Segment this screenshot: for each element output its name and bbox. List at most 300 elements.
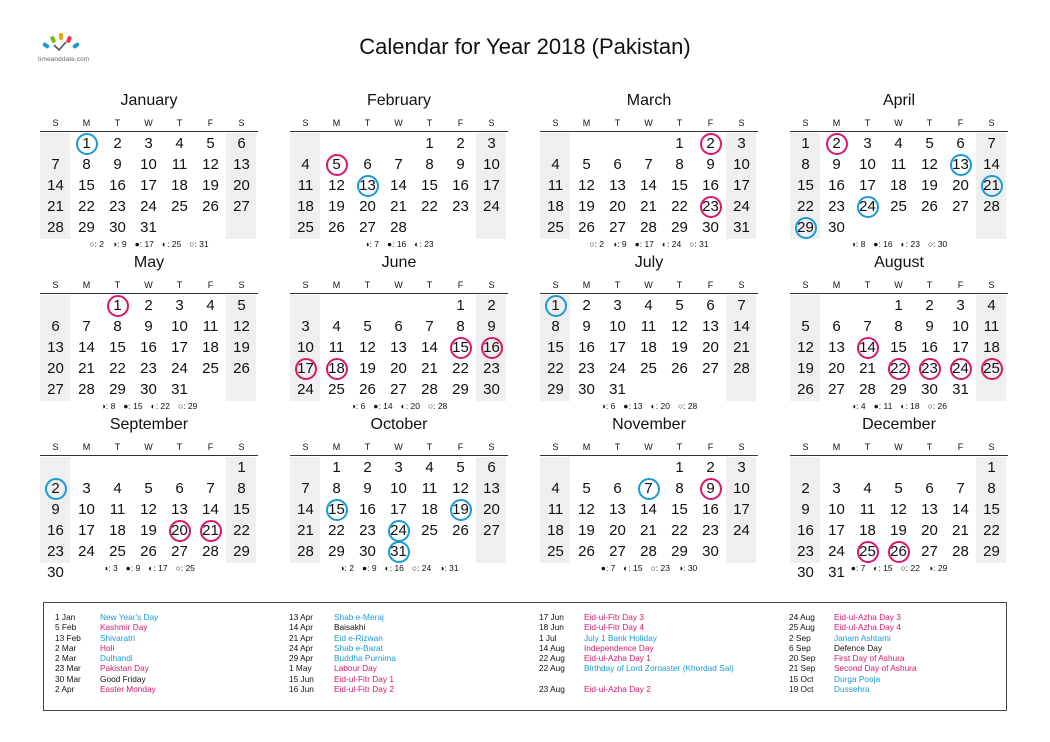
day-cell[interactable]: 23 xyxy=(828,198,845,215)
day-cell[interactable]: 8 xyxy=(237,480,246,497)
day-cell[interactable]: 5 xyxy=(582,480,591,497)
day-cell[interactable]: 31 xyxy=(390,543,407,560)
day-cell[interactable]: 23 xyxy=(483,360,500,377)
day-cell[interactable]: 1 xyxy=(551,297,560,314)
day-cell[interactable]: 23 xyxy=(797,543,814,560)
day-cell[interactable]: 17 xyxy=(828,522,845,539)
day-cell[interactable]: 11 xyxy=(297,177,314,194)
day-cell[interactable]: 25 xyxy=(202,360,219,377)
day-cell[interactable]: 19 xyxy=(202,177,219,194)
day-cell[interactable]: 6 xyxy=(613,156,622,173)
day-cell[interactable]: 29 xyxy=(78,219,95,236)
day-cell[interactable]: 24 xyxy=(859,198,876,215)
day-cell[interactable]: 3 xyxy=(737,459,746,476)
day-cell[interactable]: 23 xyxy=(109,198,126,215)
day-cell[interactable]: 3 xyxy=(144,135,153,152)
day-cell[interactable]: 2 xyxy=(706,135,715,152)
day-cell[interactable]: 22 xyxy=(890,360,907,377)
holiday-name[interactable]: Baisakhi xyxy=(334,622,366,633)
day-cell[interactable]: 19 xyxy=(452,501,469,518)
day-cell[interactable]: 23 xyxy=(359,522,376,539)
day-cell[interactable]: 17 xyxy=(733,501,750,518)
day-cell[interactable]: 16 xyxy=(702,177,719,194)
day-cell[interactable]: 17 xyxy=(297,360,314,377)
day-cell[interactable]: 7 xyxy=(394,156,403,173)
day-cell[interactable]: 20 xyxy=(171,522,188,539)
day-cell[interactable]: 17 xyxy=(78,522,95,539)
day-cell[interactable]: 27 xyxy=(952,198,969,215)
day-cell[interactable]: 7 xyxy=(644,480,653,497)
day-cell[interactable]: 1 xyxy=(801,135,810,152)
day-cell[interactable]: 20 xyxy=(952,177,969,194)
holiday-name[interactable]: Defence Day xyxy=(834,642,882,653)
day-cell[interactable]: 9 xyxy=(51,501,60,518)
day-cell[interactable]: 13 xyxy=(483,480,500,497)
day-cell[interactable]: 10 xyxy=(952,318,969,335)
day-cell[interactable]: 21 xyxy=(47,198,64,215)
day-cell[interactable]: 16 xyxy=(140,339,157,356)
day-cell[interactable]: 27 xyxy=(390,381,407,398)
day-cell[interactable]: 8 xyxy=(894,318,903,335)
day-cell[interactable]: 26 xyxy=(797,381,814,398)
day-cell[interactable]: 8 xyxy=(332,480,341,497)
day-cell[interactable]: 26 xyxy=(890,543,907,560)
day-cell[interactable]: 21 xyxy=(297,522,314,539)
day-cell[interactable]: 17 xyxy=(483,177,500,194)
day-cell[interactable]: 5 xyxy=(332,156,341,173)
day-cell[interactable]: 16 xyxy=(578,339,595,356)
day-cell[interactable]: 22 xyxy=(452,360,469,377)
day-cell[interactable]: 15 xyxy=(233,501,250,518)
holiday-name[interactable]: Eid-ul-Azha Day 2 xyxy=(584,684,651,695)
holiday-name[interactable]: Good Friday xyxy=(100,673,146,684)
day-cell[interactable]: 28 xyxy=(952,543,969,560)
day-cell[interactable]: 12 xyxy=(671,318,688,335)
day-cell[interactable]: 5 xyxy=(925,135,934,152)
holiday-name[interactable]: Eid-ul-Azha Day 1 xyxy=(584,653,651,664)
day-cell[interactable]: 11 xyxy=(547,501,564,518)
day-cell[interactable]: 31 xyxy=(952,381,969,398)
day-cell[interactable]: 15 xyxy=(109,339,126,356)
day-cell[interactable]: 15 xyxy=(983,501,1000,518)
day-cell[interactable]: 8 xyxy=(82,156,91,173)
day-cell[interactable]: 14 xyxy=(733,318,750,335)
day-cell[interactable]: 20 xyxy=(702,339,719,356)
day-cell[interactable]: 15 xyxy=(890,339,907,356)
day-cell[interactable]: 9 xyxy=(113,156,122,173)
day-cell[interactable]: 15 xyxy=(547,339,564,356)
holiday-name[interactable]: Pakistan Day xyxy=(100,663,149,674)
day-cell[interactable]: 29 xyxy=(890,381,907,398)
day-cell[interactable]: 30 xyxy=(702,219,719,236)
day-cell[interactable]: 27 xyxy=(483,522,500,539)
holiday-name[interactable]: Shab e-Meraj xyxy=(334,612,384,622)
day-cell[interactable]: 16 xyxy=(797,522,814,539)
holiday-name[interactable]: Kashmir Day xyxy=(100,622,148,633)
day-cell[interactable]: 24 xyxy=(609,360,626,377)
day-cell[interactable]: 16 xyxy=(109,177,126,194)
day-cell[interactable]: 25 xyxy=(328,381,345,398)
day-cell[interactable]: 30 xyxy=(47,564,64,581)
day-cell[interactable]: 16 xyxy=(702,501,719,518)
day-cell[interactable]: 7 xyxy=(206,480,215,497)
day-cell[interactable]: 11 xyxy=(859,501,876,518)
day-cell[interactable]: 21 xyxy=(983,177,1000,194)
day-cell[interactable]: 13 xyxy=(609,501,626,518)
day-cell[interactable]: 13 xyxy=(609,177,626,194)
day-cell[interactable]: 11 xyxy=(328,339,345,356)
day-cell[interactable]: 23 xyxy=(702,198,719,215)
day-cell[interactable]: 5 xyxy=(894,480,903,497)
day-cell[interactable]: 5 xyxy=(801,318,810,335)
day-cell[interactable]: 28 xyxy=(640,219,657,236)
day-cell[interactable]: 20 xyxy=(233,177,250,194)
day-cell[interactable]: 28 xyxy=(202,543,219,560)
day-cell[interactable]: 24 xyxy=(390,522,407,539)
day-cell[interactable]: 31 xyxy=(171,381,188,398)
day-cell[interactable]: 13 xyxy=(47,339,64,356)
day-cell[interactable]: 27 xyxy=(609,543,626,560)
day-cell[interactable]: 6 xyxy=(956,135,965,152)
day-cell[interactable]: 9 xyxy=(925,318,934,335)
day-cell[interactable]: 22 xyxy=(233,522,250,539)
day-cell[interactable]: 26 xyxy=(578,543,595,560)
day-cell[interactable]: 23 xyxy=(47,543,64,560)
day-cell[interactable]: 3 xyxy=(832,480,841,497)
day-cell[interactable]: 28 xyxy=(78,381,95,398)
day-cell[interactable]: 12 xyxy=(578,501,595,518)
day-cell[interactable]: 22 xyxy=(983,522,1000,539)
day-cell[interactable]: 15 xyxy=(452,339,469,356)
day-cell[interactable]: 27 xyxy=(47,381,64,398)
day-cell[interactable]: 27 xyxy=(171,543,188,560)
day-cell[interactable]: 29 xyxy=(109,381,126,398)
day-cell[interactable]: 16 xyxy=(452,177,469,194)
day-cell[interactable]: 5 xyxy=(144,480,153,497)
day-cell[interactable]: 8 xyxy=(987,480,996,497)
day-cell[interactable]: 15 xyxy=(671,501,688,518)
day-cell[interactable]: 21 xyxy=(202,522,219,539)
holiday-name[interactable]: Dussehra xyxy=(834,684,870,695)
day-cell[interactable]: 24 xyxy=(952,360,969,377)
day-cell[interactable]: 5 xyxy=(675,297,684,314)
day-cell[interactable]: 29 xyxy=(328,543,345,560)
day-cell[interactable]: 9 xyxy=(363,480,372,497)
holiday-name[interactable]: Eid-ul-Fitr Day 2 xyxy=(334,684,394,695)
day-cell[interactable]: 9 xyxy=(144,318,153,335)
day-cell[interactable]: 27 xyxy=(921,543,938,560)
day-cell[interactable]: 25 xyxy=(640,360,657,377)
day-cell[interactable]: 13 xyxy=(171,501,188,518)
day-cell[interactable]: 25 xyxy=(547,219,564,236)
day-cell[interactable]: 25 xyxy=(983,360,1000,377)
day-cell[interactable]: 1 xyxy=(675,135,684,152)
day-cell[interactable]: 22 xyxy=(78,198,95,215)
day-cell[interactable]: 10 xyxy=(859,156,876,173)
day-cell[interactable]: 27 xyxy=(609,219,626,236)
day-cell[interactable]: 24 xyxy=(483,198,500,215)
day-cell[interactable]: 16 xyxy=(359,501,376,518)
day-cell[interactable]: 30 xyxy=(828,219,845,236)
day-cell[interactable]: 10 xyxy=(609,318,626,335)
day-cell[interactable]: 11 xyxy=(983,318,1000,335)
day-cell[interactable]: 24 xyxy=(828,543,845,560)
day-cell[interactable]: 12 xyxy=(921,156,938,173)
day-cell[interactable]: 4 xyxy=(113,480,122,497)
day-cell[interactable]: 29 xyxy=(983,543,1000,560)
holiday-name[interactable]: Dulhandi xyxy=(100,653,133,664)
day-cell[interactable]: 3 xyxy=(863,135,872,152)
day-cell[interactable]: 25 xyxy=(297,219,314,236)
day-cell[interactable]: 28 xyxy=(983,198,1000,215)
day-cell[interactable]: 22 xyxy=(671,522,688,539)
day-cell[interactable]: 18 xyxy=(859,522,876,539)
day-cell[interactable]: 29 xyxy=(547,381,564,398)
day-cell[interactable]: 19 xyxy=(890,522,907,539)
day-cell[interactable]: 25 xyxy=(890,198,907,215)
day-cell[interactable]: 1 xyxy=(456,297,465,314)
holiday-name[interactable]: July 1 Bank Holiday xyxy=(584,632,657,643)
day-cell[interactable]: 25 xyxy=(859,543,876,560)
day-cell[interactable]: 30 xyxy=(797,564,814,581)
day-cell[interactable]: 1 xyxy=(425,135,434,152)
day-cell[interactable]: 7 xyxy=(425,318,434,335)
day-cell[interactable]: 23 xyxy=(140,360,157,377)
day-cell[interactable]: 3 xyxy=(175,297,184,314)
holiday-name[interactable]: Eid-ul-Fitr Day 1 xyxy=(334,673,394,684)
day-cell[interactable]: 6 xyxy=(487,459,496,476)
day-cell[interactable]: 23 xyxy=(702,522,719,539)
day-cell[interactable]: 26 xyxy=(328,219,345,236)
day-cell[interactable]: 21 xyxy=(390,198,407,215)
day-cell[interactable]: 14 xyxy=(78,339,95,356)
day-cell[interactable]: 30 xyxy=(702,543,719,560)
day-cell[interactable]: 2 xyxy=(801,480,810,497)
day-cell[interactable]: 6 xyxy=(706,297,715,314)
day-cell[interactable]: 8 xyxy=(675,480,684,497)
day-cell[interactable]: 13 xyxy=(921,501,938,518)
day-cell[interactable]: 16 xyxy=(921,339,938,356)
holiday-name[interactable]: Janam Ashtami xyxy=(834,632,891,643)
day-cell[interactable]: 17 xyxy=(171,339,188,356)
day-cell[interactable]: 13 xyxy=(702,318,719,335)
holiday-name[interactable]: Holi xyxy=(100,642,115,653)
day-cell[interactable]: 2 xyxy=(832,135,841,152)
day-cell[interactable]: 17 xyxy=(859,177,876,194)
day-cell[interactable]: 24 xyxy=(140,198,157,215)
day-cell[interactable]: 2 xyxy=(113,135,122,152)
day-cell[interactable]: 21 xyxy=(733,339,750,356)
day-cell[interactable]: 1 xyxy=(894,297,903,314)
day-cell[interactable]: 19 xyxy=(578,198,595,215)
day-cell[interactable]: 3 xyxy=(301,318,310,335)
day-cell[interactable]: 16 xyxy=(47,522,64,539)
day-cell[interactable]: 30 xyxy=(109,219,126,236)
day-cell[interactable]: 19 xyxy=(921,177,938,194)
day-cell[interactable]: 1 xyxy=(332,459,341,476)
day-cell[interactable]: 10 xyxy=(297,339,314,356)
day-cell[interactable]: 7 xyxy=(737,297,746,314)
day-cell[interactable]: 2 xyxy=(582,297,591,314)
holiday-name[interactable]: Labour Day xyxy=(334,663,377,674)
day-cell[interactable]: 12 xyxy=(233,318,250,335)
day-cell[interactable]: 14 xyxy=(952,501,969,518)
day-cell[interactable]: 4 xyxy=(894,135,903,152)
day-cell[interactable]: 26 xyxy=(921,198,938,215)
day-cell[interactable]: 1 xyxy=(675,459,684,476)
day-cell[interactable]: 17 xyxy=(140,177,157,194)
holiday-name[interactable]: Second Day of Ashura xyxy=(834,663,917,674)
day-cell[interactable]: 30 xyxy=(483,381,500,398)
day-cell[interactable]: 4 xyxy=(987,297,996,314)
day-cell[interactable]: 18 xyxy=(297,198,314,215)
day-cell[interactable]: 20 xyxy=(828,360,845,377)
day-cell[interactable]: 5 xyxy=(582,156,591,173)
day-cell[interactable]: 19 xyxy=(233,339,250,356)
day-cell[interactable]: 5 xyxy=(206,135,215,152)
day-cell[interactable]: 24 xyxy=(733,198,750,215)
day-cell[interactable]: 21 xyxy=(859,360,876,377)
day-cell[interactable]: 11 xyxy=(547,177,564,194)
day-cell[interactable]: 21 xyxy=(640,522,657,539)
day-cell[interactable]: 20 xyxy=(47,360,64,377)
day-cell[interactable]: 30 xyxy=(578,381,595,398)
day-cell[interactable]: 7 xyxy=(82,318,91,335)
day-cell[interactable]: 1 xyxy=(237,459,246,476)
day-cell[interactable]: 10 xyxy=(733,480,750,497)
day-cell[interactable]: 19 xyxy=(797,360,814,377)
day-cell[interactable]: 24 xyxy=(733,522,750,539)
day-cell[interactable]: 20 xyxy=(359,198,376,215)
day-cell[interactable]: 3 xyxy=(394,459,403,476)
day-cell[interactable]: 6 xyxy=(832,318,841,335)
day-cell[interactable]: 11 xyxy=(421,480,438,497)
day-cell[interactable]: 26 xyxy=(452,522,469,539)
day-cell[interactable]: 15 xyxy=(78,177,95,194)
day-cell[interactable]: 29 xyxy=(452,381,469,398)
day-cell[interactable]: 25 xyxy=(547,543,564,560)
day-cell[interactable]: 8 xyxy=(551,318,560,335)
day-cell[interactable]: 5 xyxy=(237,297,246,314)
day-cell[interactable]: 14 xyxy=(202,501,219,518)
holiday-name[interactable]: Eid-ul-Azha Day 4 xyxy=(834,622,901,633)
day-cell[interactable]: 19 xyxy=(578,522,595,539)
day-cell[interactable]: 7 xyxy=(51,156,60,173)
day-cell[interactable]: 14 xyxy=(390,177,407,194)
day-cell[interactable]: 10 xyxy=(171,318,188,335)
day-cell[interactable]: 20 xyxy=(483,501,500,518)
day-cell[interactable]: 2 xyxy=(925,297,934,314)
day-cell[interactable]: 22 xyxy=(797,198,814,215)
holiday-name[interactable]: Buddha Purnima xyxy=(334,653,396,664)
day-cell[interactable]: 4 xyxy=(644,297,653,314)
day-cell[interactable]: 29 xyxy=(233,543,250,560)
day-cell[interactable]: 12 xyxy=(328,177,345,194)
day-cell[interactable]: 14 xyxy=(640,177,657,194)
holiday-name[interactable]: New Year's Day xyxy=(100,612,159,622)
day-cell[interactable]: 2 xyxy=(487,297,496,314)
day-cell[interactable]: 10 xyxy=(733,156,750,173)
day-cell[interactable]: 15 xyxy=(421,177,438,194)
day-cell[interactable]: 13 xyxy=(952,156,969,173)
day-cell[interactable]: 18 xyxy=(421,501,438,518)
day-cell[interactable]: 28 xyxy=(733,360,750,377)
day-cell[interactable]: 26 xyxy=(202,198,219,215)
day-cell[interactable]: 3 xyxy=(737,135,746,152)
day-cell[interactable]: 1 xyxy=(987,459,996,476)
day-cell[interactable]: 4 xyxy=(425,459,434,476)
day-cell[interactable]: 23 xyxy=(452,198,469,215)
day-cell[interactable]: 4 xyxy=(863,480,872,497)
holiday-name[interactable]: First Day of Ashura xyxy=(834,653,905,664)
holiday-name[interactable]: Eid-ul-Fitr Day 4 xyxy=(584,622,644,633)
day-cell[interactable]: 6 xyxy=(175,480,184,497)
day-cell[interactable]: 31 xyxy=(733,219,750,236)
day-cell[interactable]: 6 xyxy=(613,480,622,497)
day-cell[interactable]: 23 xyxy=(921,360,938,377)
day-cell[interactable]: 27 xyxy=(702,360,719,377)
day-cell[interactable]: 21 xyxy=(640,198,657,215)
day-cell[interactable]: 10 xyxy=(140,156,157,173)
day-cell[interactable]: 26 xyxy=(359,381,376,398)
day-cell[interactable]: 18 xyxy=(983,339,1000,356)
day-cell[interactable]: 24 xyxy=(78,543,95,560)
day-cell[interactable]: 19 xyxy=(359,360,376,377)
day-cell[interactable]: 9 xyxy=(706,156,715,173)
day-cell[interactable]: 22 xyxy=(421,198,438,215)
day-cell[interactable]: 25 xyxy=(421,522,438,539)
day-cell[interactable]: 9 xyxy=(456,156,465,173)
day-cell[interactable]: 26 xyxy=(233,360,250,377)
day-cell[interactable]: 14 xyxy=(983,156,1000,173)
day-cell[interactable]: 15 xyxy=(797,177,814,194)
day-cell[interactable]: 29 xyxy=(797,219,814,236)
day-cell[interactable]: 15 xyxy=(328,501,345,518)
holiday-name[interactable]: Eid-ul-Fitr Day 3 xyxy=(584,612,644,622)
day-cell[interactable]: 2 xyxy=(144,297,153,314)
day-cell[interactable]: 4 xyxy=(332,318,341,335)
day-cell[interactable]: 24 xyxy=(297,381,314,398)
day-cell[interactable]: 18 xyxy=(547,198,564,215)
day-cell[interactable]: 12 xyxy=(140,501,157,518)
day-cell[interactable]: 2 xyxy=(706,459,715,476)
day-cell[interactable]: 19 xyxy=(671,339,688,356)
day-cell[interactable]: 17 xyxy=(733,177,750,194)
day-cell[interactable]: 11 xyxy=(202,318,219,335)
day-cell[interactable]: 8 xyxy=(801,156,810,173)
day-cell[interactable]: 13 xyxy=(390,339,407,356)
holiday-name[interactable]: Durga Pooja xyxy=(834,673,881,684)
day-cell[interactable]: 4 xyxy=(175,135,184,152)
day-cell[interactable]: 22 xyxy=(328,522,345,539)
day-cell[interactable]: 18 xyxy=(171,177,188,194)
day-cell[interactable]: 28 xyxy=(859,381,876,398)
day-cell[interactable]: 2 xyxy=(363,459,372,476)
day-cell[interactable]: 30 xyxy=(140,381,157,398)
day-cell[interactable]: 18 xyxy=(640,339,657,356)
day-cell[interactable]: 16 xyxy=(483,339,500,356)
holiday-name[interactable]: Shab e-Barat xyxy=(334,642,383,653)
day-cell[interactable]: 18 xyxy=(547,522,564,539)
day-cell[interactable]: 23 xyxy=(578,360,595,377)
day-cell[interactable]: 20 xyxy=(921,522,938,539)
day-cell[interactable]: 29 xyxy=(671,543,688,560)
day-cell[interactable]: 2 xyxy=(456,135,465,152)
day-cell[interactable]: 17 xyxy=(390,501,407,518)
day-cell[interactable]: 12 xyxy=(797,339,814,356)
day-cell[interactable]: 19 xyxy=(328,198,345,215)
holiday-name[interactable]: Easter Monday xyxy=(100,684,156,695)
